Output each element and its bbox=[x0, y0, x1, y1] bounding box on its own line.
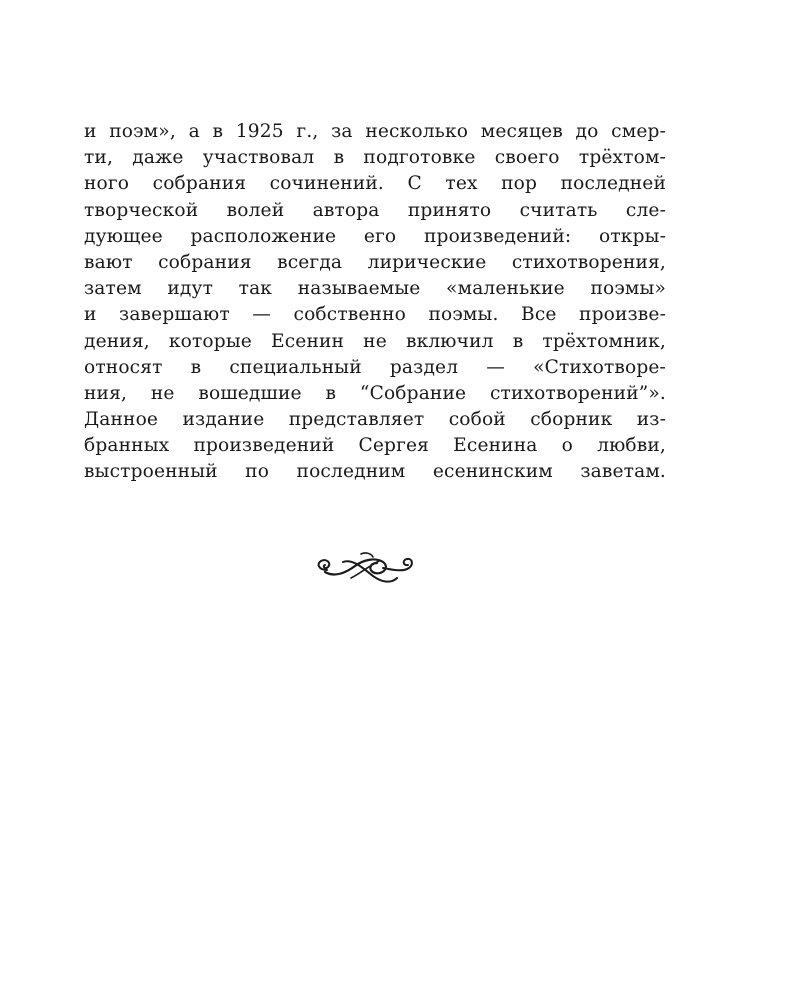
flourish-ornament-icon bbox=[313, 548, 419, 588]
text-line: дения, которые Есенин не включил в трёхтомник, bbox=[84, 330, 666, 352]
text-line: затем идут так называемые «маленькие поэмы» bbox=[84, 278, 666, 300]
text-line: и поэм», а в 1925 г., за несколько месяцев до смер- bbox=[84, 121, 666, 142]
text-line: бранных произведений Сергея Есенина о любви, bbox=[84, 435, 666, 457]
text-line: ти, даже участвовал в подготовке своего трёхтом- bbox=[84, 147, 666, 169]
text-line: ного собрания сочинений. С тех пор последней bbox=[84, 173, 666, 195]
text-line: вают собрания всегда лирические стихотворения, bbox=[84, 251, 666, 273]
text-line: дующее расположение его произведений: откры- bbox=[84, 225, 666, 247]
text-line: выстроенный по последним есенинским заветам. bbox=[84, 461, 666, 483]
text-line: и завершают — собственно поэмы. Все произве- bbox=[84, 304, 666, 326]
body-text bbox=[84, 119, 666, 486]
text-line: творческой волей автора принято считать сле- bbox=[84, 199, 666, 221]
text-line: относят в специальный раздел — «Стихотворе- bbox=[84, 356, 666, 378]
text-line: Данное издание представляет собой сборник из- bbox=[84, 409, 666, 431]
text-line: ния, не вошедшие в “Собрание стихотворений”». bbox=[84, 382, 666, 404]
